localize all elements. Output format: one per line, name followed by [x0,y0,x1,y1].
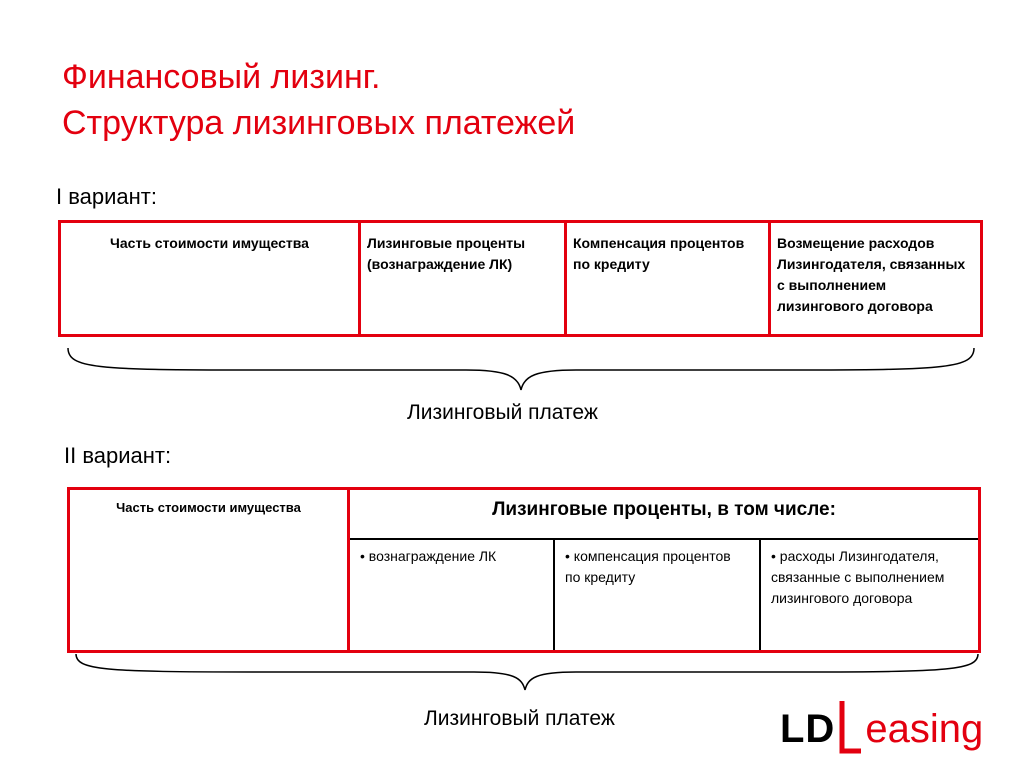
v2-caption: Лизинговый платеж [424,707,615,730]
title-line-1: Финансовый лизинг. [62,58,381,96]
title-line-2: Структура лизинговых платежей [62,104,576,142]
v1-cell-credit-compensation: Компенсация процентов по кредиту [567,223,771,334]
logo-leasing-text: easing [865,707,984,751]
logo-ld-text: LD [780,707,836,751]
v2-cell-asset-value: Часть стоимости имущества [70,490,350,650]
variant-2-table [67,487,981,653]
v2-interest-subcells [350,540,978,650]
v2-subcell-lk-fee: • вознаграждение ЛК [350,540,555,650]
v2-subcell-lessor-expenses: • расходы Лизингодателя, связанные с выполнением лизингового договора [771,548,945,606]
v1-cell-expense-reimbursement: Возмещение расходов Лизингодателя, связанных с выполнением лизингового договора [777,235,966,314]
ld-leasing-logo [780,693,1002,755]
v2-interest-block [350,490,978,650]
v2-subcell-credit-compensation: • компенсация процентов по кредиту [555,540,761,650]
brace-icon [66,346,976,392]
variant-2-label: II вариант: [64,443,172,468]
v1-cell-leasing-interest: Лизинговые проценты (вознаграждение ЛК) [361,223,567,334]
logo-l-mark-icon [837,699,863,755]
v2-interest-header: Лизинговые проценты, в том числе: [350,490,978,540]
brace-icon [74,652,980,692]
v1-cell-asset-value: Часть стоимости имущества [61,223,361,334]
slide-title [62,54,575,146]
v1-caption: Лизинговый платеж [407,401,598,424]
variant-1-table [58,220,983,337]
variant-1-label: I вариант: [56,184,157,209]
